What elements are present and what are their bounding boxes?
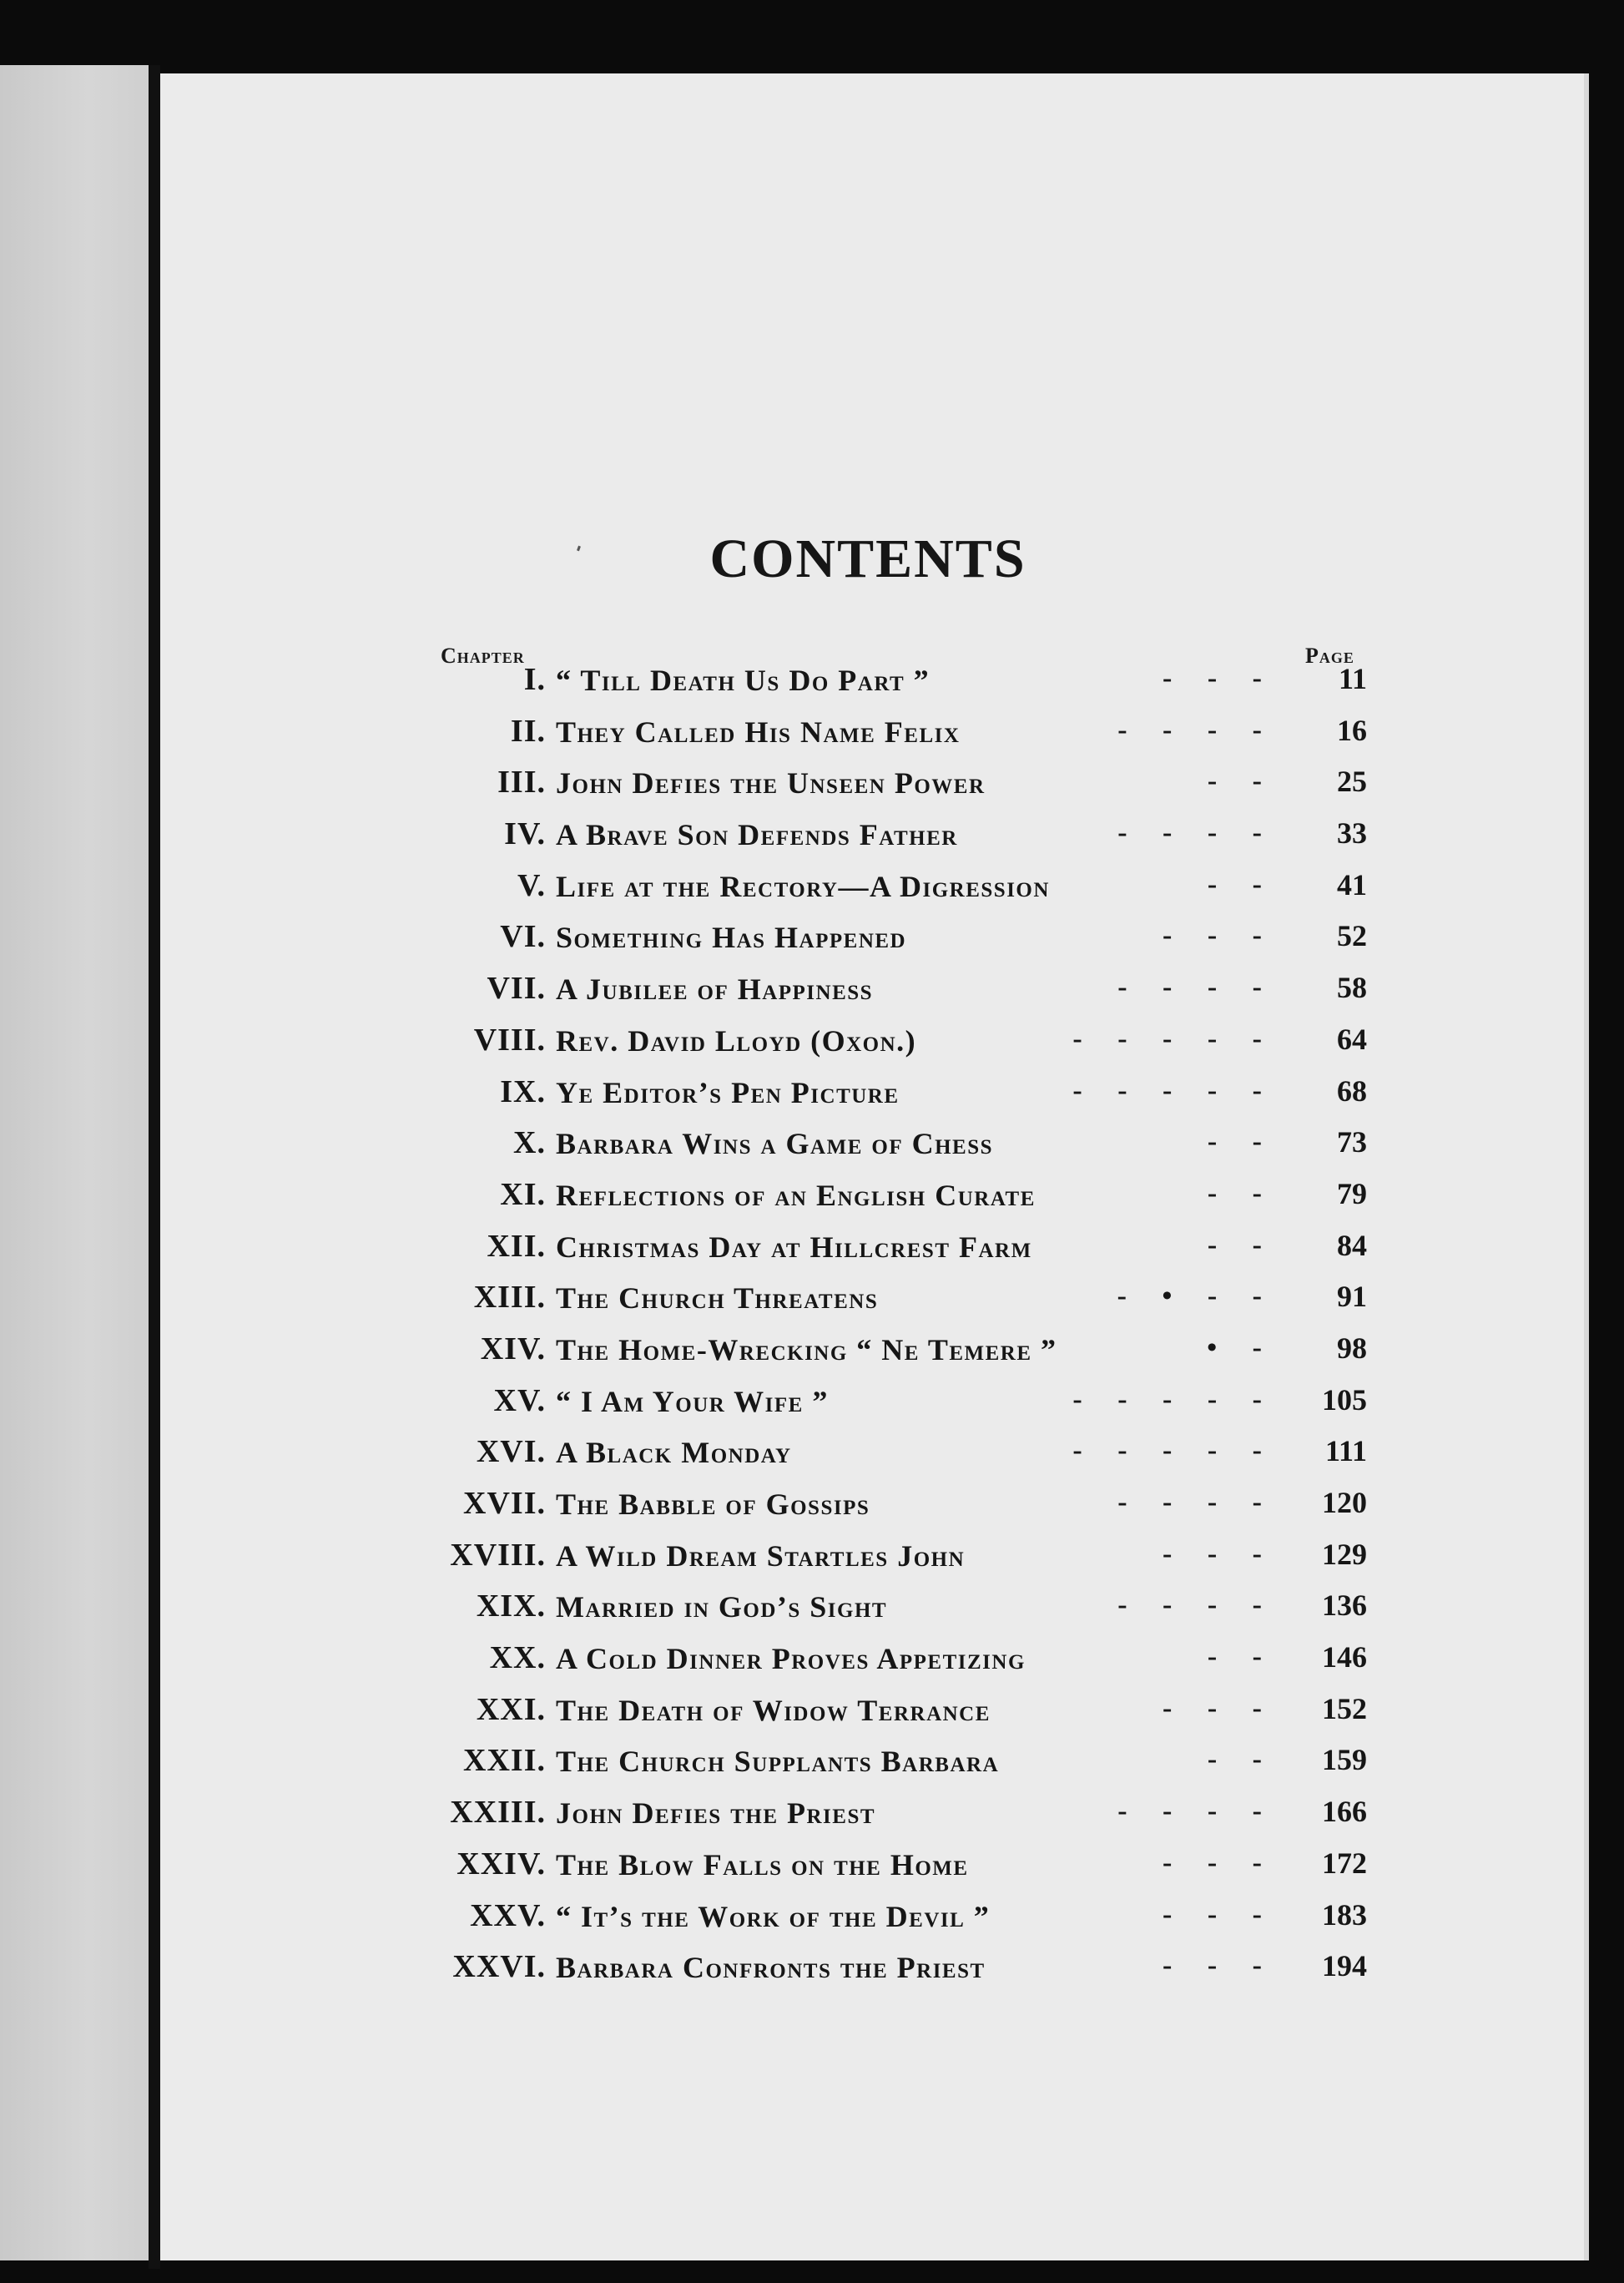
chapter-number: XVII. xyxy=(463,1486,546,1521)
dot-leader: - - - xyxy=(1163,1898,1262,1930)
dot-leader: - - - - xyxy=(1117,817,1262,849)
chapter-number: XXVI. xyxy=(452,1949,546,1985)
page-number: 91 xyxy=(1337,1280,1367,1314)
dot-leader: - - xyxy=(1207,1126,1262,1158)
chapter-title: A Wild Dream Startles John xyxy=(556,1538,966,1573)
page-title: CONTENTS xyxy=(709,528,1026,589)
page-number: 73 xyxy=(1337,1125,1367,1159)
chapter-title: A Black Monday xyxy=(556,1436,792,1470)
table-of-contents xyxy=(0,661,1624,2000)
chapter-title: Christmas Day at Hillcrest Farm xyxy=(556,1230,1032,1264)
page-number: 159 xyxy=(1322,1743,1367,1777)
chapter-title: The Babble of Gossips xyxy=(556,1487,870,1521)
toc-entry xyxy=(0,1794,1624,1846)
dot-leader: - - - xyxy=(1163,1538,1262,1569)
toc-entry xyxy=(0,1948,1624,2000)
chapter-title: A Brave Son Defends Father xyxy=(556,818,958,852)
toc-entry xyxy=(0,1073,1624,1125)
page-number: 33 xyxy=(1337,816,1367,851)
chapter-number: III. xyxy=(497,765,546,801)
page-number: 64 xyxy=(1337,1022,1367,1056)
dot-leader: - - - - - xyxy=(1072,1435,1262,1467)
toc-entry xyxy=(0,1382,1624,1434)
chapter-title: Something Has Happened xyxy=(556,921,907,955)
toc-entry xyxy=(0,1433,1624,1485)
chapter-number: V. xyxy=(517,867,546,903)
chapter-title: A Cold Dinner Proves Appetizing xyxy=(556,1642,1026,1676)
chapter-title: The Church Threatens xyxy=(556,1281,879,1316)
dot-leader: - - xyxy=(1207,1744,1262,1775)
dot-leader: - - - - xyxy=(1117,972,1262,1003)
dot-leader: - - - - xyxy=(1117,1589,1262,1621)
dot-leader: - - - xyxy=(1163,1846,1262,1878)
chapter-number: VIII. xyxy=(473,1022,546,1058)
chapter-number: XXI. xyxy=(476,1691,546,1727)
dot-leader: - • - - xyxy=(1117,1280,1262,1312)
page-number: 146 xyxy=(1322,1640,1367,1674)
chapter-number: II. xyxy=(510,713,546,749)
chapter-number: XXIV. xyxy=(456,1846,546,1881)
chapter-title: Barbara Confronts the Priest xyxy=(556,1951,986,1985)
dot-leader: - - xyxy=(1207,1229,1262,1260)
chapter-number: I. xyxy=(523,662,546,697)
dot-leader: - - xyxy=(1207,1177,1262,1209)
chapter-column-heading: Chapter xyxy=(441,644,525,668)
dot-leader: - - - - xyxy=(1117,1487,1262,1518)
toc-entry xyxy=(0,1639,1624,1691)
chapter-number: VI. xyxy=(500,919,546,955)
page-number: 79 xyxy=(1337,1176,1367,1210)
dot-leader: - - xyxy=(1207,868,1262,900)
page-number: 41 xyxy=(1337,867,1367,902)
chapter-title: The Blow Falls on the Home xyxy=(556,1847,969,1881)
chapter-title: The Church Supplants Barbara xyxy=(556,1745,1000,1779)
chapter-title: Rev. David Lloyd (Oxon.) xyxy=(556,1023,917,1058)
dot-leader: - - - xyxy=(1163,1692,1262,1724)
toc-entry xyxy=(0,1588,1624,1639)
chapter-title: They Called His Name Felix xyxy=(556,715,961,749)
chapter-number: XXIII. xyxy=(450,1795,546,1831)
toc-entry xyxy=(0,1022,1624,1073)
page-number: 183 xyxy=(1322,1897,1367,1932)
chapter-title: “ I Am Your Wife ” xyxy=(556,1384,829,1418)
page-number: 166 xyxy=(1322,1795,1367,1829)
chapter-title: Married in God’s Sight xyxy=(556,1590,888,1624)
chapter-title: John Defies the Unseen Power xyxy=(556,766,986,801)
chapter-number: XI. xyxy=(500,1176,546,1212)
chapter-number: XIII. xyxy=(473,1280,546,1316)
toc-entry xyxy=(0,970,1624,1022)
toc-entry xyxy=(0,1124,1624,1176)
chapter-title: A Jubilee of Happiness xyxy=(556,972,874,1007)
toc-entry xyxy=(0,918,1624,970)
chapter-number: XV. xyxy=(493,1382,546,1418)
toc-entry xyxy=(0,867,1624,919)
dot-leader: - - - xyxy=(1163,663,1262,694)
chapter-title: “ It’s the Work of the Devil ” xyxy=(556,1899,991,1933)
page-number: 136 xyxy=(1322,1589,1367,1623)
page-number: 98 xyxy=(1337,1331,1367,1365)
page-number: 111 xyxy=(1324,1434,1367,1468)
page-number: 105 xyxy=(1322,1382,1367,1417)
chapter-title: Barbara Wins a Game of Chess xyxy=(556,1127,994,1161)
chapter-number: IX. xyxy=(500,1073,546,1109)
chapter-number: XII. xyxy=(487,1228,546,1264)
dot-leader: • - xyxy=(1207,1331,1262,1363)
toc-entry xyxy=(0,1331,1624,1382)
chapter-title: Reflections of an English Curate xyxy=(556,1178,1036,1212)
page-number: 194 xyxy=(1322,1949,1367,1983)
chapter-title: Ye Editor’s Pen Picture xyxy=(556,1075,900,1109)
page-number: 68 xyxy=(1337,1073,1367,1108)
page-number: 16 xyxy=(1337,713,1367,747)
toc-entry xyxy=(0,713,1624,765)
page-column-heading: Page xyxy=(1305,644,1354,668)
chapter-number: XXII. xyxy=(463,1743,546,1779)
chapter-number: XVIII. xyxy=(450,1537,546,1573)
chapter-number: XIX. xyxy=(476,1589,546,1624)
chapter-title: Life at the Rectory—A Digression xyxy=(556,869,1050,903)
toc-entry xyxy=(0,1742,1624,1794)
dot-leader: - - - - - xyxy=(1072,1074,1262,1106)
dot-leader: - - xyxy=(1207,1641,1262,1673)
toc-entry xyxy=(0,1279,1624,1331)
page-number: 25 xyxy=(1337,765,1367,799)
toc-entry xyxy=(0,1691,1624,1743)
dot-leader: - - - - - xyxy=(1072,1023,1262,1054)
page-number: 172 xyxy=(1322,1846,1367,1880)
dot-leader: - - xyxy=(1207,765,1262,797)
toc-entry xyxy=(0,1176,1624,1228)
page-number: 152 xyxy=(1322,1691,1367,1725)
chapter-title: The Home-Wrecking “ Ne Temere ” xyxy=(556,1332,1057,1366)
toc-entry xyxy=(0,1228,1624,1280)
page-number: 52 xyxy=(1337,919,1367,953)
page-number: 58 xyxy=(1337,971,1367,1005)
page-number: 120 xyxy=(1322,1486,1367,1519)
chapter-title: The Death of Widow Terrance xyxy=(556,1693,991,1727)
chapter-number: XX. xyxy=(489,1640,546,1676)
toc-entry xyxy=(0,1846,1624,1897)
page-number: 84 xyxy=(1337,1228,1367,1262)
chapter-title: “ Till Death Us Do Part ” xyxy=(556,664,931,697)
chapter-number: IV. xyxy=(504,816,546,852)
dot-leader: - - - - - xyxy=(1072,1383,1262,1415)
toc-entry xyxy=(0,1897,1624,1949)
page-number: 11 xyxy=(1338,662,1367,695)
dot-leader: - - - xyxy=(1163,1950,1262,1982)
chapter-number: XVI. xyxy=(476,1434,546,1470)
dot-leader: - - - - xyxy=(1117,714,1262,745)
toc-entry xyxy=(0,1537,1624,1589)
toc-entry xyxy=(0,816,1624,867)
chapter-number: X. xyxy=(513,1125,546,1161)
chapter-number: XIV. xyxy=(480,1331,546,1366)
toc-entry xyxy=(0,661,1624,713)
chapter-number: XXV. xyxy=(470,1897,546,1933)
toc-entry xyxy=(0,764,1624,816)
dot-leader: - - - - xyxy=(1117,1796,1262,1827)
dot-leader: - - - xyxy=(1163,920,1262,952)
chapter-number: VII. xyxy=(487,971,546,1007)
toc-entry xyxy=(0,1485,1624,1537)
page-number: 129 xyxy=(1322,1537,1367,1571)
chapter-title: John Defies the Priest xyxy=(556,1796,876,1831)
